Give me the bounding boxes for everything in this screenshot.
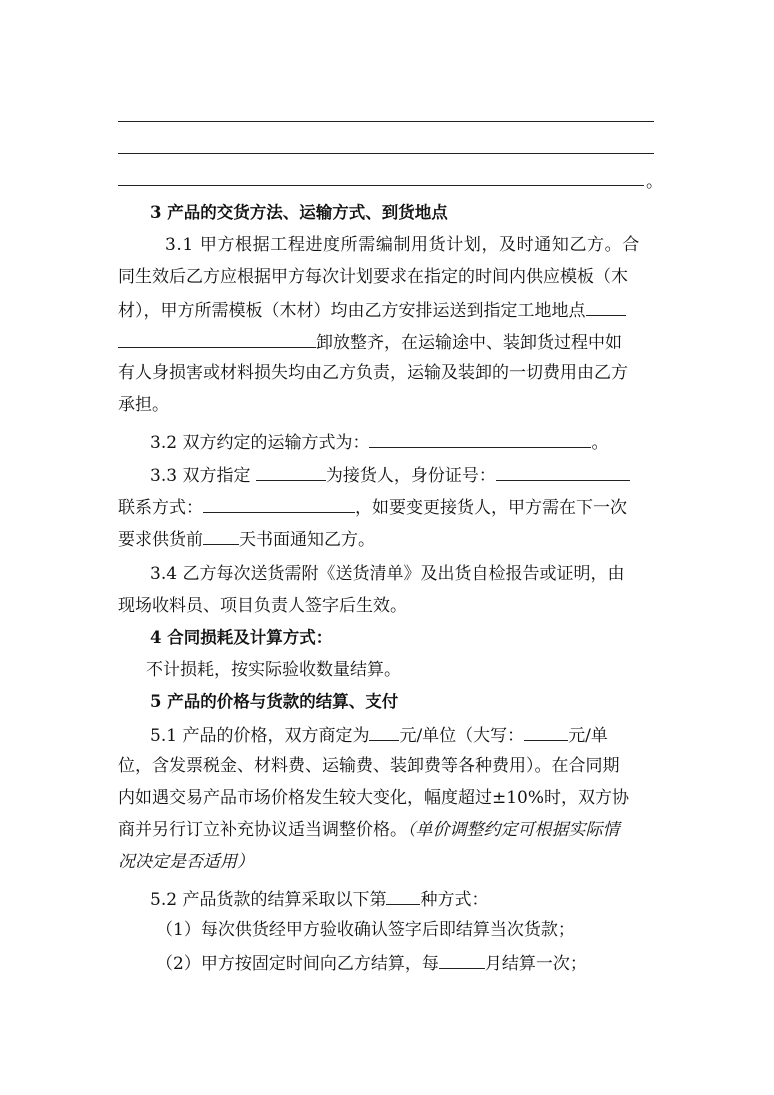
p31-line-5: 有人身损害或材料损失均由乙方负责，运输及装卸的一切费用由乙方 — [118, 363, 628, 383]
p32-line — [150, 429, 608, 455]
site-address-blank-a — [586, 297, 626, 316]
p32-end: 。 — [591, 433, 609, 453]
option-1: （1）每次供货经甲方验收确认签字后即结算当次货款； — [156, 920, 575, 940]
section-5-heading: 5 产品的价格与货款的结算、支付 — [150, 692, 399, 711]
method-number-blank — [386, 886, 420, 905]
section-3-heading: 3 产品的交货方法、运输方式、到货地点 — [150, 203, 448, 222]
option-2 — [156, 950, 587, 976]
unit-price-upper-blank — [524, 722, 568, 741]
days-blank — [203, 526, 239, 545]
p34-line-2: 现场收料员、项目负责人签字后生效。 — [118, 596, 407, 616]
contact-blank — [203, 494, 355, 513]
blank-line-3 — [118, 185, 644, 186]
months-blank — [439, 950, 485, 969]
p51-line-3: 内如遇交易产品市场价格发生较大变化，幅度超过±10%时，双方协 — [118, 788, 630, 808]
p33-line-1 — [150, 462, 630, 488]
p31-line-3 — [118, 297, 626, 323]
id-number-blank — [496, 462, 630, 481]
transport-method-blank — [369, 429, 591, 448]
p51-price-label: 5.1 产品的价格，双方商定为 — [150, 726, 370, 746]
p51-line-1 — [150, 722, 608, 748]
p51-line-5: 况决定是否适用） — [118, 852, 254, 872]
p51-upper-label: 元/单位（大写： — [399, 726, 525, 746]
p33-line-3 — [118, 526, 375, 552]
p52-line — [150, 886, 488, 912]
blank-line-1 — [118, 121, 654, 122]
receiver-name-blank — [256, 462, 326, 481]
p33-notice-text: 天书面通知乙方。 — [239, 530, 375, 550]
p33-line-2 — [118, 494, 627, 520]
blank-line-end: 。 — [646, 172, 663, 192]
p31-line-2: 同生效后乙方应根据甲方每次计划要求在指定的时间内供应模板（木 — [118, 267, 628, 287]
p32-label: 3.2 双方约定的运输方式为： — [150, 433, 370, 453]
p52-end: 种方式： — [420, 890, 489, 910]
option-2-end: 月结算一次； — [484, 954, 587, 974]
section-4-heading: 4 合同损耗及计算方式： — [150, 628, 333, 647]
p31-line-1: 3.1 甲方根据工程进度所需编制用货计划，及时通知乙方。合 — [165, 235, 640, 255]
p51-line-4 — [118, 818, 620, 842]
p33-id-label: 为接货人，身份证号： — [325, 466, 496, 486]
p31-line-4 — [118, 329, 622, 355]
p51-note-part-1: （单价调整约定可根据实际情 — [407, 820, 620, 840]
p33-before-text: 要求供货前 — [118, 530, 203, 550]
p51-line-2: 位，含发票税金、材料费、运输费、装卸费等各种费用）。在合同期 — [118, 756, 620, 776]
p33-contact-label: 联系方式： — [118, 498, 203, 518]
option-2-text: （2）甲方按固定时间向乙方结算，每 — [156, 954, 439, 974]
p51-adjust-text: 商并另行订立补充协议适当调整价格。 — [118, 820, 407, 840]
p51-unit-text: 元/单 — [568, 726, 608, 746]
p52-label: 5.2 产品货款的结算采取以下第 — [150, 890, 387, 910]
unit-price-blank — [369, 722, 399, 741]
p33-change-text: ，如要变更接货人，甲方需在下一次 — [355, 498, 627, 518]
section-4-body: 不计损耗，按实际验收数量结算。 — [146, 660, 401, 680]
site-address-blank-b — [118, 329, 316, 348]
p31-line-6: 承担。 — [118, 395, 169, 415]
p31-line-3-text: 材），甲方所需模板（木材）均由乙方安排运送到指定工地地点 — [118, 301, 586, 321]
p33-designate: 3.3 双方指定 — [150, 466, 251, 486]
p31-line-4-text: 卸放整齐，在运输途中、装卸货过程中如 — [316, 333, 622, 353]
blank-line-2 — [118, 153, 654, 154]
p34-line-1: 3.4 乙方每次送货需附《送货清单》及出货自检报告或证明，由 — [150, 564, 625, 584]
